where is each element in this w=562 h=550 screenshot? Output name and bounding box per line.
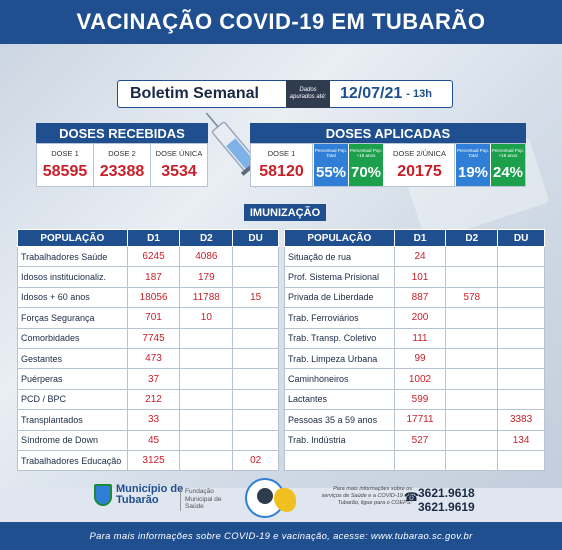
population-name: PCD / BPC — [18, 389, 128, 409]
boletim-bar — [117, 80, 453, 108]
d1-value: 45 — [127, 430, 180, 450]
aplicadas-dose1 — [251, 144, 313, 186]
col-header-populacao: POPULAÇÃO — [18, 230, 128, 247]
table-row — [285, 267, 545, 287]
table-row — [18, 430, 279, 450]
municipio-logo — [94, 484, 186, 506]
d2-value — [446, 389, 498, 409]
du-value — [498, 267, 545, 287]
table-row — [18, 247, 279, 267]
population-name: Trab. Transp. Coletivo — [285, 328, 395, 348]
d1-value: 99 — [394, 348, 446, 368]
population-name: Síndrome de Down — [18, 430, 128, 450]
d1-value: 599 — [394, 389, 446, 409]
table-row — [18, 450, 279, 470]
aplicadas-dose2-value: 20175 — [397, 163, 442, 180]
population-name: Privada de Liberdade — [285, 287, 395, 307]
population-name: Trab. Indústria — [285, 430, 395, 450]
d2-value — [180, 328, 233, 348]
d2-value: 578 — [446, 287, 498, 307]
imunizacao-table-right — [284, 229, 545, 471]
aplicadas-dose2 — [385, 144, 455, 186]
du-value: 15 — [233, 287, 279, 307]
recebidas-dose1-value: 58595 — [42, 163, 88, 180]
recebidas-dose-unica — [151, 144, 207, 186]
imunizacao-title: IMUNIZAÇÃO — [244, 204, 326, 221]
du-value — [498, 247, 545, 267]
boletim-title: Boletim Semanal — [130, 85, 259, 102]
dados-apurados-label: Dados apurados até: — [286, 80, 330, 108]
table-row — [18, 287, 279, 307]
table-row — [18, 348, 279, 368]
col-header-populacao: POPULAÇÃO — [285, 230, 395, 247]
du-value — [233, 308, 279, 328]
d2-value — [446, 410, 498, 430]
d1-value: 111 — [394, 328, 446, 348]
phone-numbers — [418, 486, 475, 514]
d1-value: 37 — [127, 369, 180, 389]
recebidas-dose-unica-label: DOSE ÚNICA — [155, 149, 203, 158]
d1-value: 18056 — [127, 287, 180, 307]
du-value — [233, 369, 279, 389]
col-header-du: DU — [498, 230, 545, 247]
du-value — [233, 348, 279, 368]
d1-value: 212 — [127, 389, 180, 409]
population-name — [285, 450, 395, 470]
du-value — [233, 328, 279, 348]
doses-aplicadas-title: DOSES APLICADAS — [250, 123, 526, 143]
col-header-du: DU — [233, 230, 279, 247]
population-name: Situação de rua — [285, 247, 395, 267]
dose2-pct-18 — [491, 144, 525, 186]
dose2-pct-18-label: Percentual Pop. +18 anos — [491, 148, 525, 158]
table-row — [285, 430, 545, 450]
d1-value: 527 — [394, 430, 446, 450]
table-row — [285, 369, 545, 389]
d1-value: 101 — [394, 267, 446, 287]
d1-value: 6245 — [127, 247, 180, 267]
d1-value: 3125 — [127, 450, 180, 470]
dose2-pct-total-label: Percentual Pop. Total — [456, 148, 490, 158]
aplicadas-dose1-label: DOSE 1 — [267, 149, 296, 158]
fundacao-name: Fundação Municipal de Saúde — [180, 488, 236, 511]
d2-value — [446, 450, 498, 470]
boletim-time: - 13h — [406, 88, 432, 100]
aplicadas-dose2-label: DOSE 2/ÚNICA — [393, 149, 446, 158]
population-name: Caminhoneiros — [285, 369, 395, 389]
population-name: Forças Segurança — [18, 308, 128, 328]
table-row — [18, 267, 279, 287]
d1-value: 24 — [394, 247, 446, 267]
table-row — [285, 328, 545, 348]
du-value — [233, 247, 279, 267]
du-value: 134 — [498, 430, 545, 450]
col-header-d1: D1 — [394, 230, 446, 247]
doses-recebidas-title: DOSES RECEBIDAS — [36, 123, 208, 143]
table-row — [18, 308, 279, 328]
d2-value: 4086 — [180, 247, 233, 267]
population-name: Idosos institucionaliz. — [18, 267, 128, 287]
recebidas-dose1-label: DOSE 1 — [51, 149, 79, 158]
footer-text: Para mais informações sobre COVID-19 e vacinação, acesse: www.tubarao.sc.gov.br — [0, 522, 562, 550]
d2-value — [180, 410, 233, 430]
d2-value — [446, 369, 498, 389]
table-row — [18, 369, 279, 389]
d2-value — [180, 369, 233, 389]
d2-value: 179 — [180, 267, 233, 287]
dose1-pct-18-label: Percentual Pop. +18 anos — [349, 148, 383, 158]
d1-value: 187 — [127, 267, 180, 287]
recebidas-dose2-value: 23388 — [99, 163, 145, 180]
table-row — [285, 410, 545, 430]
du-value: 3383 — [498, 410, 545, 430]
du-value — [498, 348, 545, 368]
col-header-d1: D1 — [127, 230, 180, 247]
population-name: Trab. Limpeza Urbana — [285, 348, 395, 368]
population-name: Trab. Ferroviários — [285, 308, 395, 328]
table-row — [285, 287, 545, 307]
table-row — [285, 389, 545, 409]
du-value — [498, 450, 545, 470]
d1-value: 701 — [127, 308, 180, 328]
dose1-pct-18 — [349, 144, 383, 186]
d1-value: 1002 — [394, 369, 446, 389]
d2-value — [446, 247, 498, 267]
population-name: Gestantes — [18, 348, 128, 368]
dose2-pct-total — [456, 144, 490, 186]
du-value — [498, 308, 545, 328]
municipio-name: Município de Tubarão — [116, 483, 184, 506]
du-value — [498, 328, 545, 348]
coeps-info: Para mais informações sobre os serviços de Saúde e a COVID-19 em Tubarão, ligue para o COEPS: — [321, 486, 412, 506]
du-value — [233, 430, 279, 450]
du-value — [498, 287, 545, 307]
d1-value: 200 — [394, 308, 446, 328]
population-name: Transplantados — [18, 410, 128, 430]
du-value — [233, 389, 279, 409]
population-name: Trabalhadores Educação — [18, 450, 128, 470]
d2-value: 11788 — [180, 287, 233, 307]
dose2-pct-18-value: 24% — [492, 164, 524, 181]
dose1-pct-total-value: 55% — [315, 164, 347, 181]
population-name: Pessoas 35 a 59 anos — [285, 410, 395, 430]
population-name: Lactantes — [285, 389, 395, 409]
dose1-pct-total-label: Percentual Pop. Total — [314, 148, 348, 158]
table-row — [285, 348, 545, 368]
population-name: Idosos + 60 anos — [18, 287, 128, 307]
table-row — [285, 247, 545, 267]
phone-2[interactable]: 3621.9619 — [418, 500, 475, 514]
col-header-d2: D2 — [446, 230, 498, 247]
d2-value — [180, 389, 233, 409]
d2-value — [446, 430, 498, 450]
d1-value: 33 — [127, 410, 180, 430]
population-name: Trabalhadores Saúde — [18, 247, 128, 267]
recebidas-dose2-label: DOSE 2 — [108, 149, 136, 158]
recebidas-dose2 — [94, 144, 151, 186]
d1-value: 17711 — [394, 410, 446, 430]
d2-value — [180, 450, 233, 470]
du-value — [498, 389, 545, 409]
d2-value — [446, 267, 498, 287]
table-row — [18, 328, 279, 348]
dose1-pct-18-value: 70% — [350, 164, 382, 181]
phone-icon: ☎ — [404, 490, 419, 504]
d2-value — [446, 328, 498, 348]
table-row — [18, 389, 279, 409]
d2-value: 10 — [180, 308, 233, 328]
du-value: 02 — [233, 450, 279, 470]
d1-value: 473 — [127, 348, 180, 368]
dose1-pct-total — [314, 144, 348, 186]
population-name: Prof. Sistema Prisional — [285, 267, 395, 287]
imunizacao-table-left — [17, 229, 279, 471]
d2-value — [180, 430, 233, 450]
recebidas-dose-unica-value: 3534 — [161, 163, 197, 180]
doses-aplicadas-panel — [250, 143, 526, 187]
table-row — [285, 308, 545, 328]
d1-value: 7745 — [127, 328, 180, 348]
aplicadas-dose1-value: 58120 — [259, 163, 304, 180]
d2-value — [446, 308, 498, 328]
phone-1[interactable]: 3621.9618 — [418, 486, 475, 500]
population-name: Comorbidades — [18, 328, 128, 348]
d2-value — [180, 348, 233, 368]
du-value — [498, 369, 545, 389]
table-row — [18, 410, 279, 430]
col-header-d2: D2 — [180, 230, 233, 247]
dose2-pct-total-value: 19% — [457, 164, 489, 181]
recebidas-dose1 — [37, 144, 94, 186]
d1-value — [394, 450, 446, 470]
doses-recebidas-panel — [36, 143, 208, 187]
table-row — [285, 450, 545, 470]
crest-icon — [94, 484, 112, 506]
d2-value — [446, 348, 498, 368]
page-title: VACINAÇÃO COVID-19 EM TUBARÃO — [0, 0, 562, 44]
population-name: Puérperas — [18, 369, 128, 389]
du-value — [233, 410, 279, 430]
du-value — [233, 267, 279, 287]
boletim-date: 12/07/21 — [340, 85, 403, 102]
d1-value: 887 — [394, 287, 446, 307]
